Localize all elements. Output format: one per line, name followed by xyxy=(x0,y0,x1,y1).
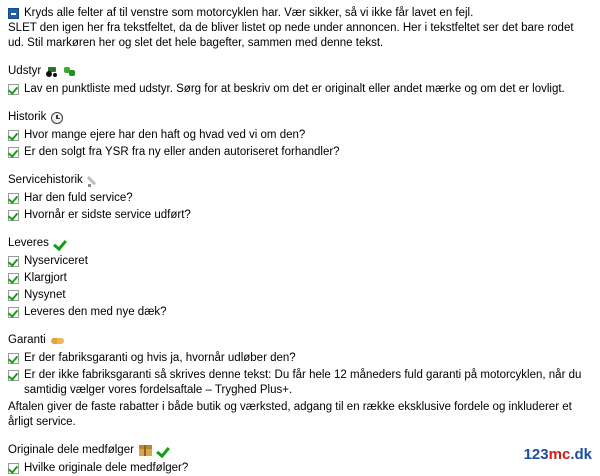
list-item xyxy=(8,128,592,143)
list-item xyxy=(8,191,592,206)
checkbox[interactable] xyxy=(8,84,19,95)
section-historik-header xyxy=(8,110,592,125)
section-leveres xyxy=(8,236,592,320)
section-garanti-header xyxy=(8,333,592,348)
watermark xyxy=(524,446,592,463)
list-item-label: Er der ikke fabriksgaranti så skrives denne tekst: Du får hele 12 måneders fuld garanti på motorcyklen, når du samtidig vælger vores fordelsaftale – Tryghed Plus+. xyxy=(24,369,582,396)
list-item-label: Er der fabriksgaranti og hvis ja, hvornår udløber den? xyxy=(24,352,296,364)
tractor-icon xyxy=(46,66,59,77)
section-udstyr-header xyxy=(8,64,592,79)
garanti-trailing-paragraph: Aftalen giver de faste rabatter i både butik og værksted, adgang til en række eksklusive fordele og inkluderer et årligt service. xyxy=(8,401,572,428)
section-leveres-header xyxy=(8,236,592,251)
check-icon xyxy=(54,238,67,250)
handshake-icon xyxy=(51,335,64,347)
checkbox[interactable] xyxy=(8,210,19,221)
list-item-label: Er den solgt fra YSR fra ny eller anden autoriseret forhandler? xyxy=(24,146,340,158)
box-icon xyxy=(139,445,152,456)
intro-first-line-text: Kryds alle felter af til venstre som motorcyklen har. Vær sikker, så vi ikke får lavet en fejl. xyxy=(24,7,474,19)
checkbox[interactable] xyxy=(8,130,19,141)
checkbox[interactable] xyxy=(8,273,19,284)
checkbox[interactable] xyxy=(8,353,19,364)
section-servicehistorik-title: Servicehistorik xyxy=(8,174,83,186)
watermark-part2: mc xyxy=(548,446,571,463)
section-historik-title: Historik xyxy=(8,111,47,123)
section-servicehistorik xyxy=(8,173,592,223)
list-item-label: Nyserviceret xyxy=(24,255,88,267)
list-item-label: Nysynet xyxy=(24,289,66,301)
list-item xyxy=(8,145,592,160)
collapse-minus-icon[interactable] xyxy=(8,8,19,19)
section-garanti xyxy=(8,333,592,430)
list-item xyxy=(8,208,592,223)
watermark-part3: .dk xyxy=(570,446,592,463)
watermark-part1: 123 xyxy=(523,446,549,463)
list-item xyxy=(8,271,592,286)
list-item-label: Lav en punktliste med udstyr. Sørg for at beskriv om det er originalt eller andet mærke og om det er lovligt. xyxy=(24,83,565,95)
list-item-label: Klargjort xyxy=(24,272,67,284)
section-historik xyxy=(8,110,592,160)
clock-icon xyxy=(51,112,63,124)
section-servicehistorik-header xyxy=(8,173,592,188)
list-item xyxy=(8,351,592,366)
section-originale-dele xyxy=(8,443,592,476)
checkbox[interactable] xyxy=(8,463,19,474)
checkbox[interactable] xyxy=(8,147,19,158)
section-originale-dele-title: Originale dele medfølger xyxy=(8,444,134,456)
pencil-icon xyxy=(88,175,100,187)
list-item xyxy=(8,305,592,320)
list-item xyxy=(8,368,592,398)
section-udstyr xyxy=(8,64,592,97)
checkbox[interactable] xyxy=(8,193,19,204)
list-item-label: Leveres den med nye dæk? xyxy=(24,306,167,318)
intro-first-line xyxy=(8,6,592,21)
list-item-label: Har den fuld service? xyxy=(24,192,133,204)
checkbox[interactable] xyxy=(8,370,19,381)
list-item xyxy=(8,288,592,303)
list-item xyxy=(8,82,592,97)
section-garanti-title: Garanti xyxy=(8,334,46,346)
section-udstyr-title: Udstyr xyxy=(8,65,42,77)
section-leveres-title: Leveres xyxy=(8,237,49,249)
check-icon xyxy=(157,445,170,457)
list-item-label: Hvilke originale dele medfølger? xyxy=(24,462,189,474)
section-originale-dele-header xyxy=(8,443,592,458)
checkbox[interactable] xyxy=(8,307,19,318)
checkbox[interactable] xyxy=(8,256,19,267)
list-item-label: Hvor mange ejere har den haft og hvad ved vi om den? xyxy=(24,129,306,141)
list-item xyxy=(8,461,592,476)
puzzle-icon xyxy=(64,66,76,77)
list-item xyxy=(8,254,592,269)
list-item-label: Hvornår er sidste service udført? xyxy=(24,209,191,221)
intro-paragraph: SLET den igen her fra tekstfeltet, da de bliver listet op nede under annoncen. Her i tekstfeltet ser det bare rodet ud. Stil markøren her og slet det hele bagefter, sammen med denne tekst. xyxy=(8,22,574,49)
checkbox[interactable] xyxy=(8,290,19,301)
